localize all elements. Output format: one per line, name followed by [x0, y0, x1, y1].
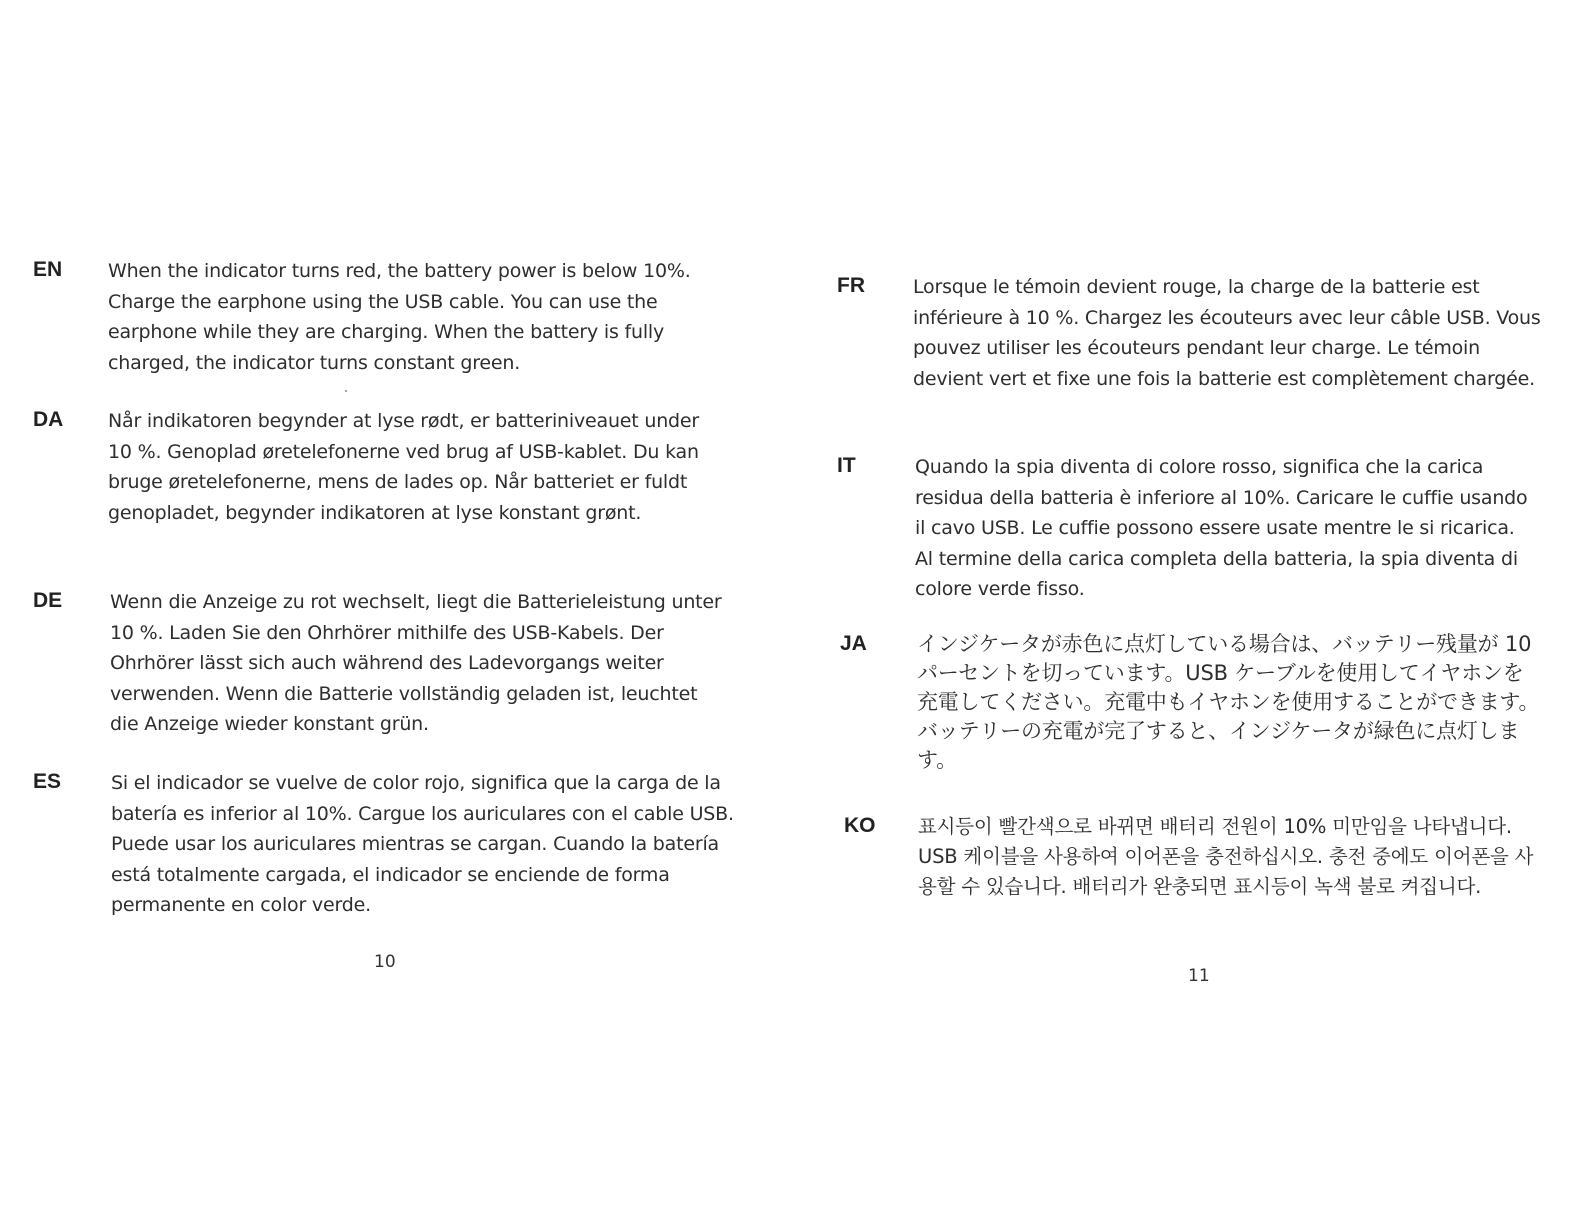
- section-text: Quando la spia diventa di colore rosso, significa che la carica residua della batteria è inferiore al 10%. Caricare le cuffie usando il cavo USB. Le cuffie possono essere usate mentre le si ricarica. Al termine della carica completa della batteria, la spia diventa di colore verde fisso.: [915, 456, 1528, 600]
- section-text: 표시등이 빨간색으로 바뀌면 배터리 전원이 10% 미만임을 나타냅니다. USB 케이블을 사용하여 이어폰을 충전하십시오. 충전 중에도 이어폰을 사용할 수 있습니다. 배터리가 완충되면 표시등이 녹색 불로 켜집니다.: [918, 815, 1534, 898]
- section-text: Når indikatoren begynder at lyse rødt, er batteriniveauet under 10 %. Genoplad øretelefonerne ved brug af USB-kablet. Du kan bruge øretelefonerne, mens de lades op. Når batteriet er fuldt genopladet, begynder indikatoren at lyse konstant grønt.: [108, 410, 700, 524]
- right-page: [792, 0, 1584, 1224]
- lang-code: ES: [33, 770, 62, 793]
- lang-code: KO: [844, 814, 876, 837]
- section-text: Lorsque le témoin devient rouge, la charge de la batterie est inférieure à 10 %. Chargez les écouteurs avec leur câble USB. Vous pouvez utiliser les écouteurs pendant leur charge. Le témoin devient vert et fixe une fois la batterie est complètement chargée.: [913, 276, 1541, 390]
- section-text: When the indicator turns red, the battery power is below 10%. Charge the earphone using the USB cable. You can use the earphone while they are charging. When the battery is fully charged, the indicator turns constant green.: [108, 260, 691, 374]
- lang-code: JA: [840, 632, 867, 655]
- section-ja: [840, 630, 1580, 790]
- section-da: [33, 406, 733, 566]
- page-number: 10: [374, 952, 396, 972]
- lang-code: EN: [33, 258, 63, 281]
- section-de: [33, 587, 733, 747]
- lang-code: IT: [837, 454, 856, 477]
- lang-code: DE: [33, 589, 63, 612]
- section-text: Wenn die Anzeige zu rot wechselt, liegt die Batterieleistung unter 10 %. Laden Sie den Ohrhörer mithilfe des USB-Kabels. Der Ohrhörer lässt sich auch während des Ladevorgangs weiter verwenden. Wenn die Batterie vollständig geladen ist, leuchtet die Anzeige wieder konstant grün.: [110, 591, 722, 735]
- lang-code: DA: [33, 408, 64, 431]
- section-text: Si el indicador se vuelve de color rojo, significa que la carga de la batería es inferior al 10%. Cargue los auriculares con el cable USB. Puede usar los auriculares mientras se cargan. Cuando la batería está totalmente cargada, el indicador se enciende de forma permanente en color verde.: [111, 772, 734, 916]
- section-it: [837, 452, 1577, 612]
- section-es: [33, 768, 743, 928]
- section-fr: [837, 272, 1577, 432]
- lang-code: FR: [837, 274, 865, 297]
- section-ko: [844, 812, 1580, 942]
- page-number: 11: [1188, 966, 1210, 986]
- speck: [345, 390, 347, 392]
- section-en: [33, 256, 733, 381]
- section-text: インジケータが赤色に点灯している場合は、バッテリー残量が 10 パーセントを切っています。USB ケーブルを使用してイヤホンを充電してください。充電中もイヤホンを使用することができます。バッテリーの充電が完了すると、インジケータが緑色に点灯します。: [917, 632, 1540, 772]
